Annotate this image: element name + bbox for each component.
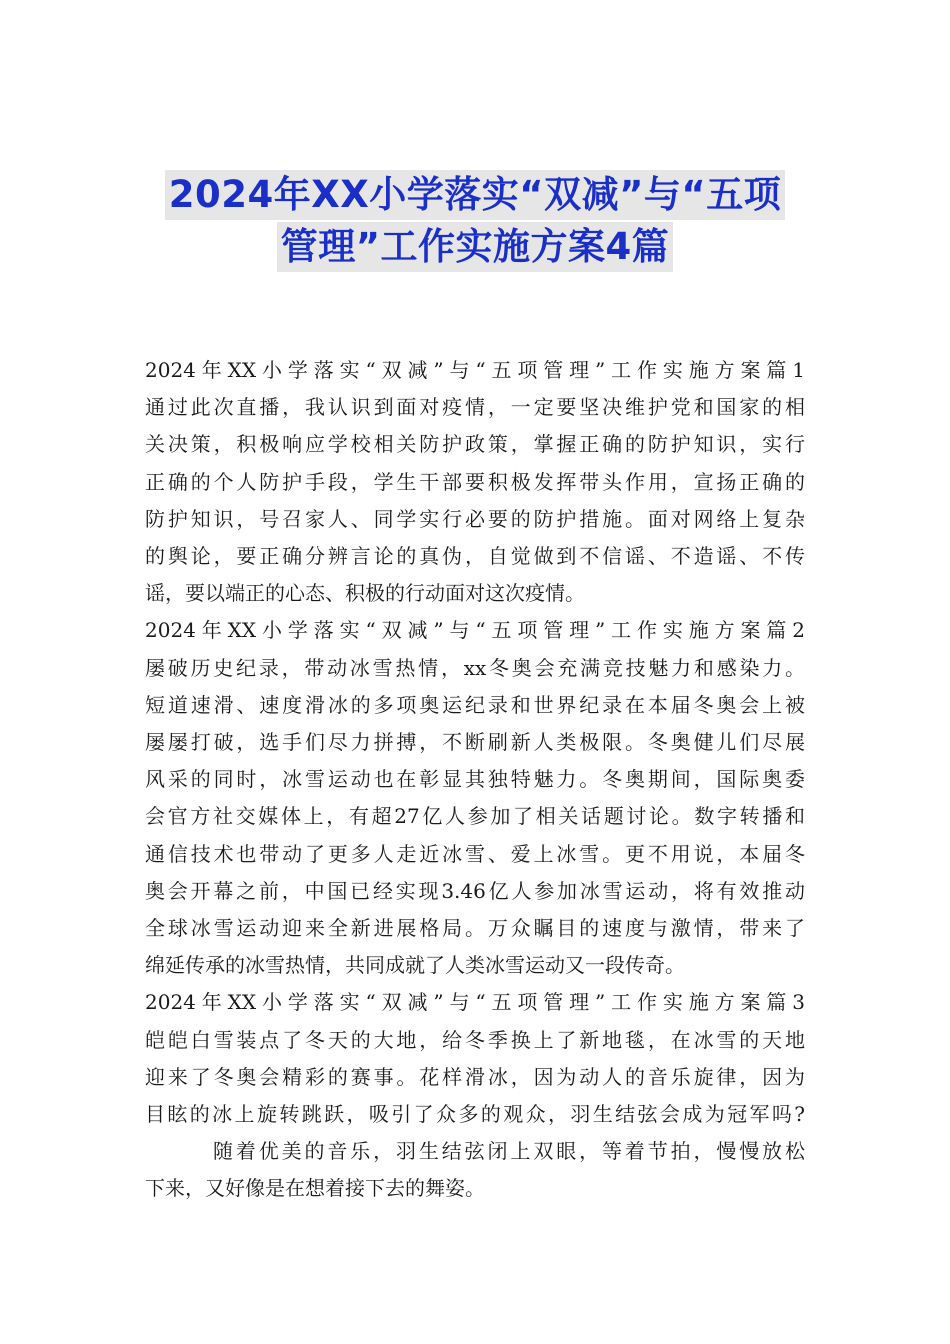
title-line-1: 2024年XX小学落实“双减”与“五项 [165, 170, 785, 220]
body-line: 的舆论，要正确分辨言论的真伪，自觉做到不信谣、不造谣、不传 [145, 544, 805, 569]
body-line: 屡屡打破，选手们尽力拼搏，不断刷新人类极限。冬奥健儿们尽展 [145, 730, 805, 755]
body-line: 迎来了冬奥会精彩的赛事。花样滑冰，因为动人的音乐旋律，因为 [145, 1064, 805, 1089]
section-heading-2: 2024年XX小学落实“双减”与“五项管理”工作实施方案篇2 [145, 618, 805, 643]
body-line: 全球冰雪运动迎来全新进展格局。万众瞩目的速度与激情，带来了 [145, 916, 805, 941]
body-line: 屡破历史纪录，带动冰雪热情，xx冬奥会充满竞技魅力和感染力。 [145, 655, 805, 680]
body-line: 正确的个人防护手段，学生干部要积极发挥带头作用，宣扬正确的 [145, 469, 805, 494]
title-line-2: 管理”工作实施方案4篇 [277, 222, 674, 272]
body-line-indented: 随着优美的音乐，羽生结弦闭上双眼，等着节拍，慢慢放松 [213, 1139, 805, 1164]
body-line: 通过此次直播，我认识到面对疫情，一定要坚决维护党和国家的相 [145, 395, 805, 420]
body-line: 会官方社交媒体上，有超27亿人参加了相关话题讨论。数字转播和 [145, 804, 805, 829]
body-line: 绵延传承的冰雪热情，共同成就了人类冰雪运动又一段传奇。 [145, 953, 685, 978]
body-line: 短道速滑、速度滑冰的多项奥运纪录和世界纪录在本届冬奥会上被 [145, 692, 805, 717]
section-heading-1: 2024年XX小学落实“双减”与“五项管理”工作实施方案篇1 [145, 358, 805, 382]
section-heading-3: 2024年XX小学落实“双减”与“五项管理”工作实施方案篇3 [145, 990, 805, 1015]
body-line: 皑皑白雪装点了冬天的大地，给冬季换上了新地毯，在冰雪的天地 [145, 1027, 805, 1052]
body-line: 奥会开幕之前，中国已经实现3.46亿人参加冰雪运动，将有效推动 [145, 878, 805, 903]
body-line: 风采的同时，冰雪运动也在彰显其独特魅力。冬奥期间，国际奥委 [145, 767, 805, 792]
body-line: 防护知识，号召家人、同学实行必要的防护措施。面对网络上复杂 [145, 506, 805, 531]
body-line: 通信技术也带动了更多人走近冰雪、爱上冰雪。更不用说，本届冬 [145, 841, 805, 866]
document-title [0, 170, 950, 274]
body-line: 目眩的冰上旋转跳跃，吸引了众多的观众，羽生结弦会成为冠军吗? [145, 1102, 805, 1127]
body-line: 关决策，积极响应学校相关防护政策，掌握正确的防护知识，实行 [145, 432, 805, 457]
document-body [145, 352, 805, 1208]
body-line: 下来，又好像是在想着接下去的舞姿。 [145, 1176, 485, 1201]
body-line: 谣，要以端正的心态、积极的行动面对这次疫情。 [145, 581, 585, 606]
